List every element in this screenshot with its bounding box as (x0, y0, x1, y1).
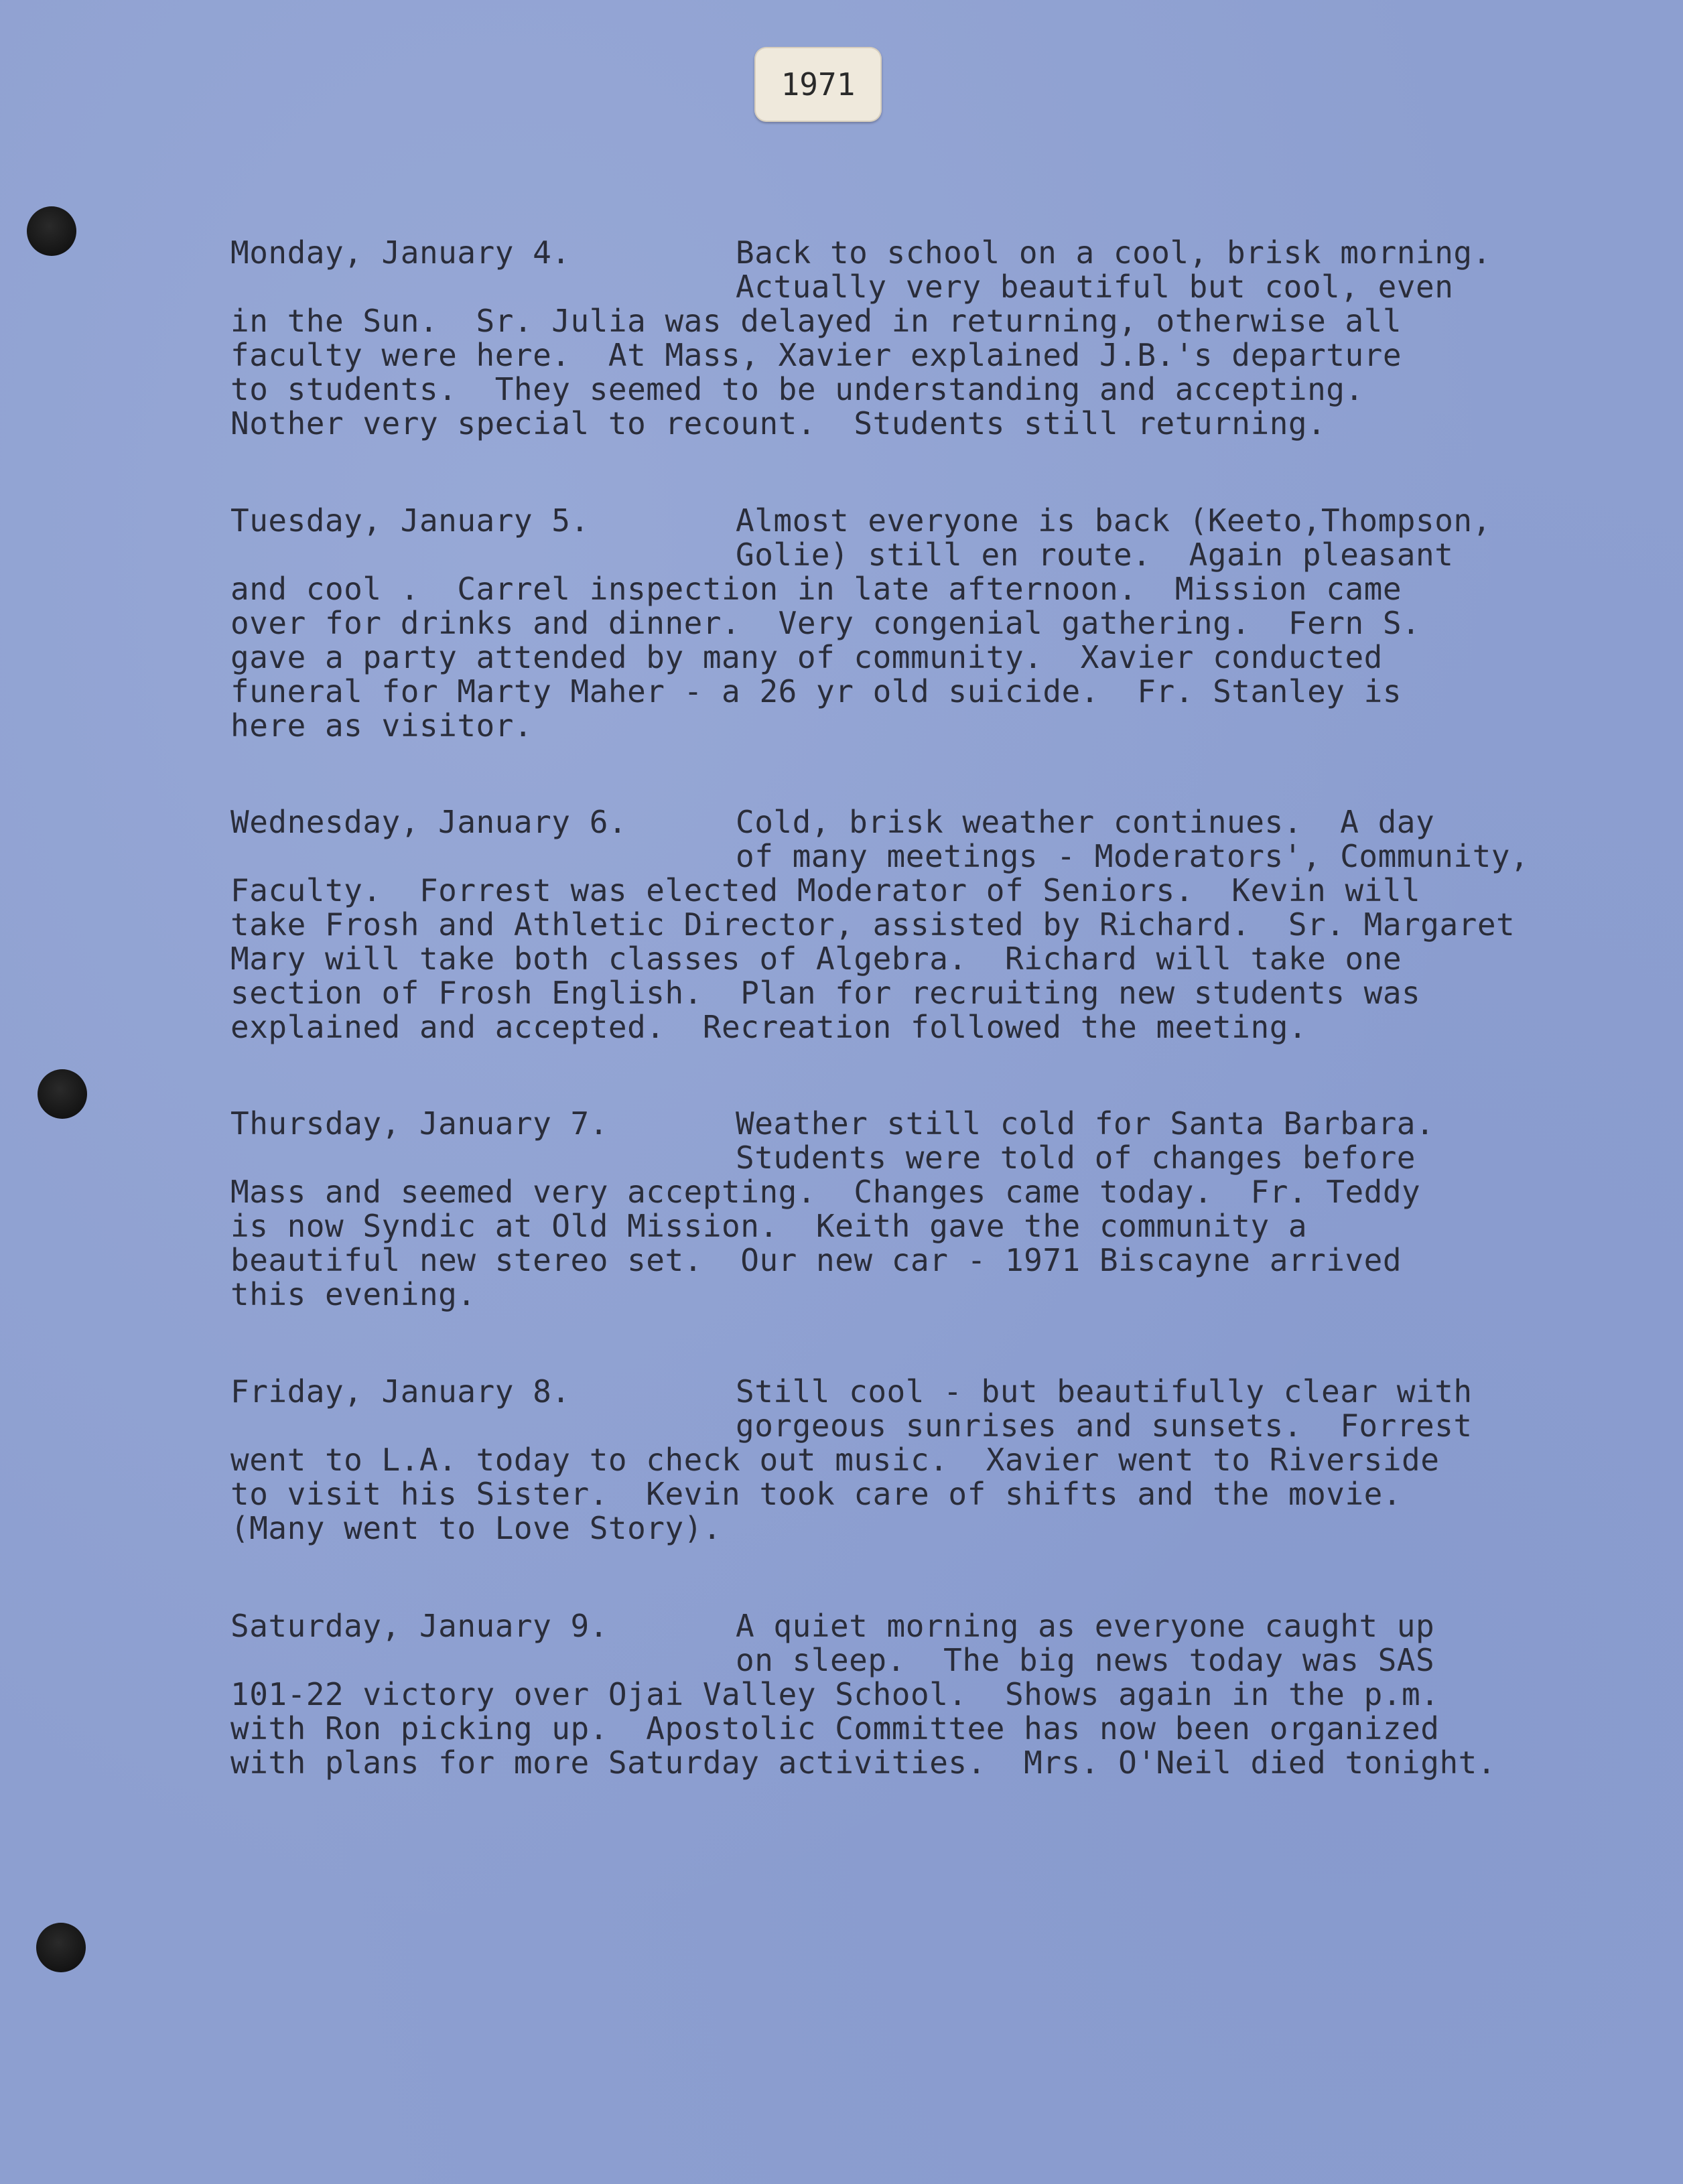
entry-line: section of Frosh English. Plan for recruiting new students was (230, 975, 1421, 1011)
entry-first-line (230, 236, 1624, 270)
entry-first-line (230, 805, 1624, 839)
entry-line: (Many went to Love Story). (230, 1510, 722, 1546)
entry-line: 101-22 victory over Ojai Valley School. Shows again in the p.m. (230, 1676, 1440, 1712)
entry-lead-text: Weather still cold for Santa Barbara. (736, 1105, 1435, 1142)
entry-line: this evening. (230, 1276, 476, 1312)
binder-hole-bottom (36, 1923, 86, 1972)
entry-line: beautiful new stereo set. Our new car - 1971 Biscayne arrived (230, 1242, 1402, 1278)
binder-hole-middle (38, 1069, 87, 1119)
entry-lead-text: Still cool - but beautifully clear with (736, 1373, 1473, 1410)
diary-entry (230, 1609, 1624, 1780)
entry-line: here as visitor. (230, 707, 533, 744)
entry-indented-line: Actually very beautiful but cool, even (736, 269, 1454, 305)
entry-date: Thursday, January 7. (230, 1105, 608, 1142)
entry-line: over for drinks and dinner. Very congenial gathering. Fern S. (230, 605, 1421, 641)
entry-line: with plans for more Saturday activities. Mrs. O'Neil died tonight. (230, 1745, 1497, 1781)
entry-line: gave a party attended by many of community. Xavier conducted (230, 639, 1383, 675)
entry-line: went to L.A. today to check out music. Xavier went to Riverside (230, 1442, 1440, 1478)
entry-first-line (230, 1609, 1624, 1643)
entry-line: funeral for Marty Maher - a 26 yr old suicide. Fr. Stanley is (230, 673, 1402, 709)
entry-line: Nother very special to recount. Students still returning. (230, 405, 1327, 441)
entry-date: Wednesday, January 6. (230, 804, 628, 840)
entry-line: faculty were here. At Mass, Xavier explained J.B.'s departure (230, 337, 1402, 373)
entry-lead-text: Almost everyone is back (Keeto,Thompson, (736, 502, 1491, 539)
entry-first-line (230, 1107, 1624, 1141)
entry-line: Mary will take both classes of Algebra. Richard will take one (230, 941, 1402, 977)
entry-indented-line: of many meetings - Moderators', Community, (736, 838, 1530, 874)
diary-entry (230, 805, 1624, 1044)
year-tab (754, 47, 882, 122)
entry-line: to students. They seemed to be understanding and accepting. (230, 371, 1364, 407)
diary-entry (230, 236, 1624, 441)
entry-indented-line: gorgeous sunrises and sunsets. Forrest (736, 1408, 1473, 1444)
year-label: 1971 (781, 66, 856, 103)
diary-entry (230, 504, 1624, 743)
entry-line: with Ron picking up. Apostolic Committee has now been organized (230, 1710, 1440, 1747)
entry-first-line (230, 504, 1624, 538)
entry-line: and cool . Carrel inspection in late afternoon. Mission came (230, 571, 1402, 607)
entry-date: Monday, January 4. (230, 234, 571, 271)
diary-entry (230, 1107, 1624, 1312)
entry-first-line (230, 1375, 1624, 1409)
entry-line: take Frosh and Athletic Director, assisted by Richard. Sr. Margaret (230, 906, 1516, 943)
diary-entry (230, 1375, 1624, 1546)
entry-indented-line: Golie) still en route. Again pleasant (736, 537, 1454, 573)
binder-hole-top (27, 206, 76, 256)
entry-line: in the Sun. Sr. Julia was delayed in returning, otherwise all (230, 303, 1402, 339)
entry-line: Mass and seemed very accepting. Changes came today. Fr. Teddy (230, 1174, 1421, 1210)
entry-lead-text: Back to school on a cool, brisk morning. (736, 234, 1491, 271)
entry-line: is now Syndic at Old Mission. Keith gave the community a (230, 1208, 1308, 1244)
entry-line: Faculty. Forrest was elected Moderator of Seniors. Kevin will (230, 872, 1421, 908)
entry-lead-text: Cold, brisk weather continues. A day (736, 804, 1435, 840)
entry-lead-text: A quiet morning as everyone caught up (736, 1608, 1435, 1644)
entry-indented-line: Students were told of changes before (736, 1140, 1416, 1176)
entry-date: Tuesday, January 5. (230, 502, 590, 539)
entry-date: Friday, January 8. (230, 1373, 571, 1410)
entry-line: explained and accepted. Recreation followed the meeting. (230, 1009, 1308, 1045)
entry-indented-line: on sleep. The big news today was SAS (736, 1642, 1435, 1678)
entry-date: Saturday, January 9. (230, 1608, 608, 1644)
entry-line: to visit his Sister. Kevin took care of shifts and the movie. (230, 1476, 1402, 1512)
